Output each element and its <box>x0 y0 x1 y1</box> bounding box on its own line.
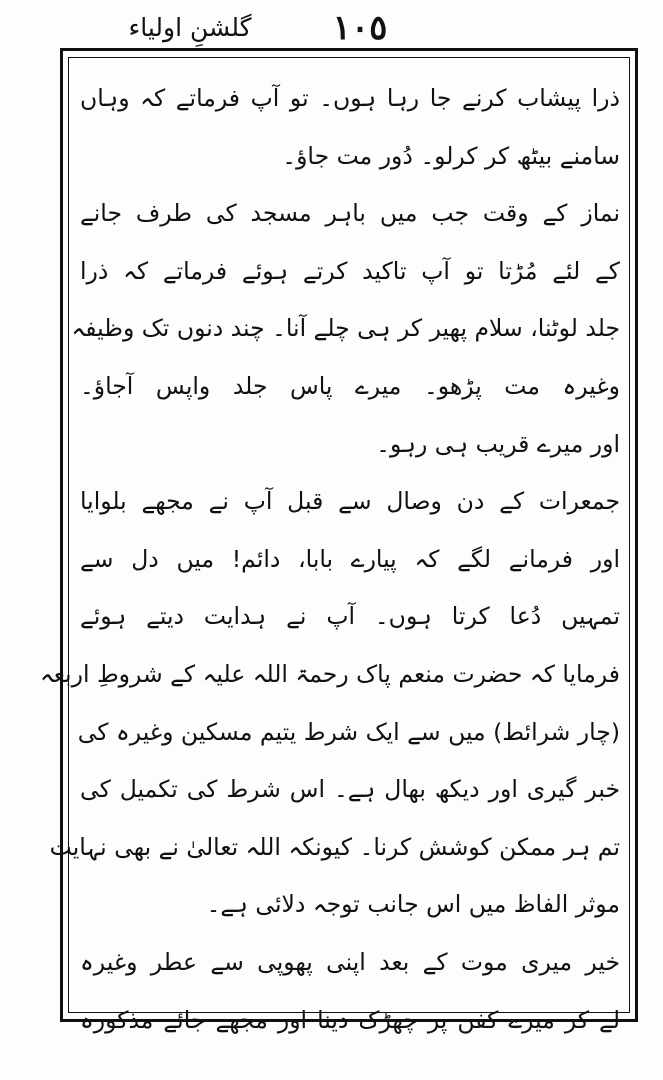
page-number: ١٠٥ <box>332 8 388 48</box>
text-line: کے لئے مُڑتا تو آپ تاکید کرتے ہوئے فرماتے کہ ذرا <box>80 256 620 285</box>
text-line: وغیرہ مت پڑھو۔ میرے پاس جلد واپس آجاؤ۔ <box>80 371 620 400</box>
page-body <box>39 70 620 1034</box>
text-line: تمہیں دُعا کرتا ہوں۔ آپ نے ہدایت دیتے ہوئے <box>80 602 620 631</box>
page-header <box>0 0 663 52</box>
text-line: سامنے بیٹھ کر کرلو۔ دُور مت جاؤ۔ <box>282 141 620 170</box>
text-line: موثر الفاظ میں اس جانب توجہ دلائی ہے۔ <box>206 890 620 919</box>
text-line: لے کر میرے کفن پر چھڑک دینا اور مجھے جائے مذکورہ <box>80 1005 620 1034</box>
text-line: اور فرمانے لگے کہ پیارے بابا، دائم! میں دل سے <box>80 544 620 573</box>
text-line: خبر گیری اور دیکھ بھال ہے۔ اس شرط کی تکمیل کی <box>80 775 620 804</box>
text-line: جمعرات کے دن وصال سے قبل آپ نے مجھے بلوایا <box>80 487 620 516</box>
text-line: تم ہر ممکن کوشش کرنا۔ کیونکہ اللہ تعالیٰ نے بھی نہایت <box>49 832 620 861</box>
text-line: (چار شرائط) میں سے ایک شرط یتیم مسکین وغیرہ کی <box>77 717 620 746</box>
text-line: جلد لوٹنا، سلام پھیر کر ہی چلے آنا۔ چند دنوں تک وظیفہ <box>71 314 620 343</box>
text-line: اور میرے قریب ہی رہو۔ <box>376 429 620 458</box>
text-line: ذرا پیشاب کرنے جا رہا ہوں۔ تو آپ فرماتے کہ وہاں <box>80 84 620 112</box>
text-line: خیر میری موت کے بعد اپنی پھوپی سے عطر وغیرہ <box>80 947 620 976</box>
running-title: گلشنِ اولیاء <box>128 13 252 42</box>
text-line: فرمایا کہ حضرت منعم پاک رحمۃ اللہ علیہ کے شروطِ اربعہ <box>39 659 620 688</box>
text-line: نماز کے وقت جب میں باہر مسجد کی طرف جانے <box>80 199 620 228</box>
